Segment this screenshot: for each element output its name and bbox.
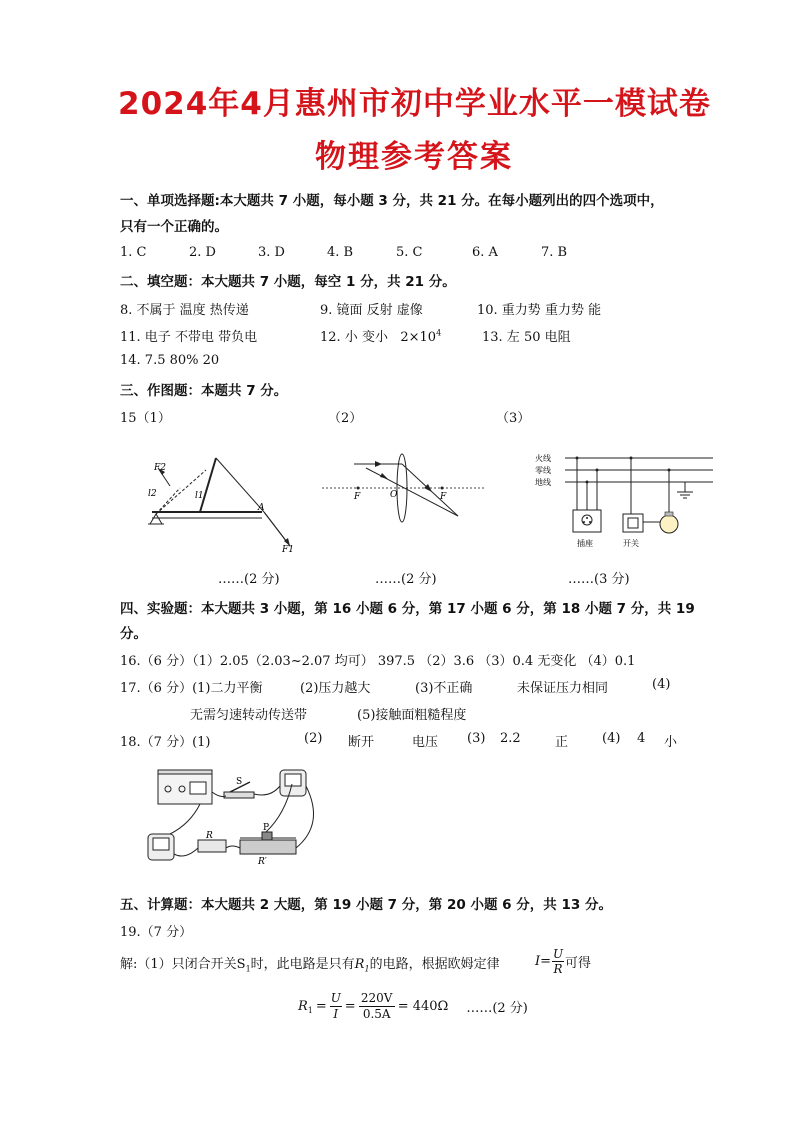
answer-17-part1: 17.（6 分）(1)二力平衡 xyxy=(120,681,263,696)
solution-line xyxy=(120,953,500,974)
eq-result: = 440Ω xyxy=(397,998,449,1014)
eq-denominator: 0.5A xyxy=(362,1006,391,1021)
answer-7: 7. B xyxy=(541,245,568,260)
o-label: O xyxy=(390,490,398,500)
answer-17-part4-text: 无需匀速转动传送带 xyxy=(190,708,308,723)
page-title: 2024年4月惠州市初中学业水平一模试卷 xyxy=(118,86,711,122)
answer-4: 4. B xyxy=(327,245,354,260)
ohms-law-i: I xyxy=(535,953,541,969)
answer-3: 3. D xyxy=(258,245,285,260)
l2-label: l2 xyxy=(148,489,157,499)
solution-mid: 时，此电路是只有 xyxy=(250,957,355,972)
section1-heading-cont: 只有一个正确的。 xyxy=(120,219,228,235)
section1-heading: 一、单项选择题:本大题共 7 小题，每小题 3 分，共 21 分。在每小题列出的四个选项中， xyxy=(120,193,664,209)
answer-10: 10. 重力势 重力势 能 xyxy=(477,303,602,318)
answer-18-small: 小 xyxy=(664,735,678,750)
answer-8: 8. 不属于 温度 热传递 xyxy=(120,303,249,318)
answer-12-value: 2×10 xyxy=(400,330,437,345)
answer-17-part3b: 未保证压力相同 xyxy=(517,681,609,696)
q15-label-3: （3） xyxy=(496,411,531,426)
answer-17-part2: (2)压力越大 xyxy=(300,681,371,696)
l1-label: l1 xyxy=(195,491,204,501)
section4-heading-cont: 分。 xyxy=(120,626,147,642)
eq-numerator: 220V xyxy=(360,990,393,1005)
page-subtitle: 物理参考答案 xyxy=(315,139,513,175)
switch-label: 开关 xyxy=(623,539,639,548)
eq-equals-1: = xyxy=(315,998,327,1014)
question-19: 19.（7 分） xyxy=(120,925,193,940)
live-wire-label: 火线 xyxy=(535,454,551,463)
ohms-law-fraction xyxy=(552,947,564,976)
answer-5: 5. C xyxy=(396,245,423,260)
ohms-law-numerator: U xyxy=(552,946,564,961)
answer-12-exponent: 4 xyxy=(436,328,442,338)
solution-prefix-sub: 1 xyxy=(245,964,251,974)
solution-r1-sub: 1 xyxy=(364,964,370,974)
switch-s-label: S xyxy=(236,777,243,787)
answer-2: 2. D xyxy=(189,245,216,260)
answer-18-value: 2.2 xyxy=(500,731,521,746)
answer-13: 13. 左 50 电阻 xyxy=(482,330,571,345)
answer-17-part3a: (3)不正确 xyxy=(415,681,473,696)
equation-r1 xyxy=(298,988,528,1024)
f-right-label: F xyxy=(440,492,447,502)
answer-17-part5: (5)接触面粗糙程度 xyxy=(357,708,467,723)
answer-14: 14. 7.5 80% 20 xyxy=(120,353,220,368)
rheostat-label: R′ xyxy=(258,857,267,867)
answer-9: 9. 镜面 反射 虚像 xyxy=(320,303,423,318)
answer-18-part2: (2) xyxy=(304,731,323,746)
eq-r-sub: 1 xyxy=(307,1006,313,1015)
lever-diagram xyxy=(140,448,300,558)
household-circuit-diagram xyxy=(535,452,717,552)
neutral-wire-label: 零线 xyxy=(535,466,551,475)
answer-18-part3: (3) xyxy=(467,731,486,746)
ground-wire-label: 地线 xyxy=(535,478,551,487)
slider-p-label: P xyxy=(263,823,270,833)
answer-18-positive: 正 xyxy=(555,735,569,750)
eq-u: U xyxy=(330,990,341,1005)
eq-fraction-ui xyxy=(330,991,342,1022)
eq-i: I xyxy=(333,1006,339,1021)
solution-end: 可得 xyxy=(565,955,592,971)
eq-score: ……(2 分) xyxy=(466,1000,528,1016)
ohms-law xyxy=(535,944,591,978)
lens-diagram xyxy=(318,450,488,530)
answer-18-part4: (4) xyxy=(602,731,621,746)
answer-18-open: 断开 xyxy=(348,735,375,750)
answer-18-voltage: 电压 xyxy=(412,735,439,750)
q15-label-2: （2） xyxy=(328,411,363,426)
answer-18-part1: 18.（7 分）(1) xyxy=(120,735,211,750)
solution-after: 的电路，根据欧姆定律 xyxy=(369,957,500,972)
answer-12 xyxy=(320,326,441,345)
socket-label: 插座 xyxy=(577,539,593,548)
q15-label-1: 15（1） xyxy=(120,411,171,426)
answer-1: 1. C xyxy=(120,245,147,260)
answer-11: 11. 电子 不带电 带负电 xyxy=(120,330,258,345)
f1-label: F1 xyxy=(282,545,294,555)
eq-equals-2: = xyxy=(344,998,356,1014)
f-left-label: F xyxy=(354,492,361,502)
resistor-r-label: R xyxy=(206,831,213,841)
q15-score-1: ……(2 分) xyxy=(218,572,280,587)
answer-12-text: 12. 小 变小 xyxy=(320,330,388,345)
a-label: A xyxy=(258,503,265,513)
answer-6: 6. A xyxy=(472,245,498,260)
answer-18-number: 4 xyxy=(637,731,646,746)
section2-heading: 二、填空题：本大题共 7 小题，每空 1 分，共 21 分。 xyxy=(120,274,456,290)
eq-fraction-values xyxy=(359,991,395,1022)
section5-heading: 五、计算题：本大题共 2 大题，第 19 小题 7 分，第 20 小题 6 分，共 13 分。 xyxy=(120,897,612,913)
ohms-law-eq: = xyxy=(540,953,552,969)
solution-r1: R xyxy=(354,957,365,972)
section4-heading: 四、实验题：本大题共 3 小题，第 16 小题 6 分，第 17 小题 6 分，第 18 小题 7 分，共 19 xyxy=(120,601,695,617)
eq-r: R xyxy=(298,998,308,1014)
solution-prefix: 解:（1）只闭合开关S xyxy=(120,957,246,972)
ohms-law-denominator: R xyxy=(553,961,563,976)
f2-label: F2 xyxy=(154,463,166,473)
q15-score-2: ……(2 分) xyxy=(375,572,437,587)
answer-17-part4: (4) xyxy=(652,677,671,692)
experiment-circuit-diagram xyxy=(140,764,330,874)
answer-16: 16.（6 分）（1）2.05（2.03~2.07 均可） 397.5 （2）3.6 （3）0.4 无变化 （4）0.1 xyxy=(120,654,636,669)
section3-heading: 三、作图题：本题共 7 分。 xyxy=(120,383,288,399)
q15-score-3: ……(3 分) xyxy=(568,572,630,587)
